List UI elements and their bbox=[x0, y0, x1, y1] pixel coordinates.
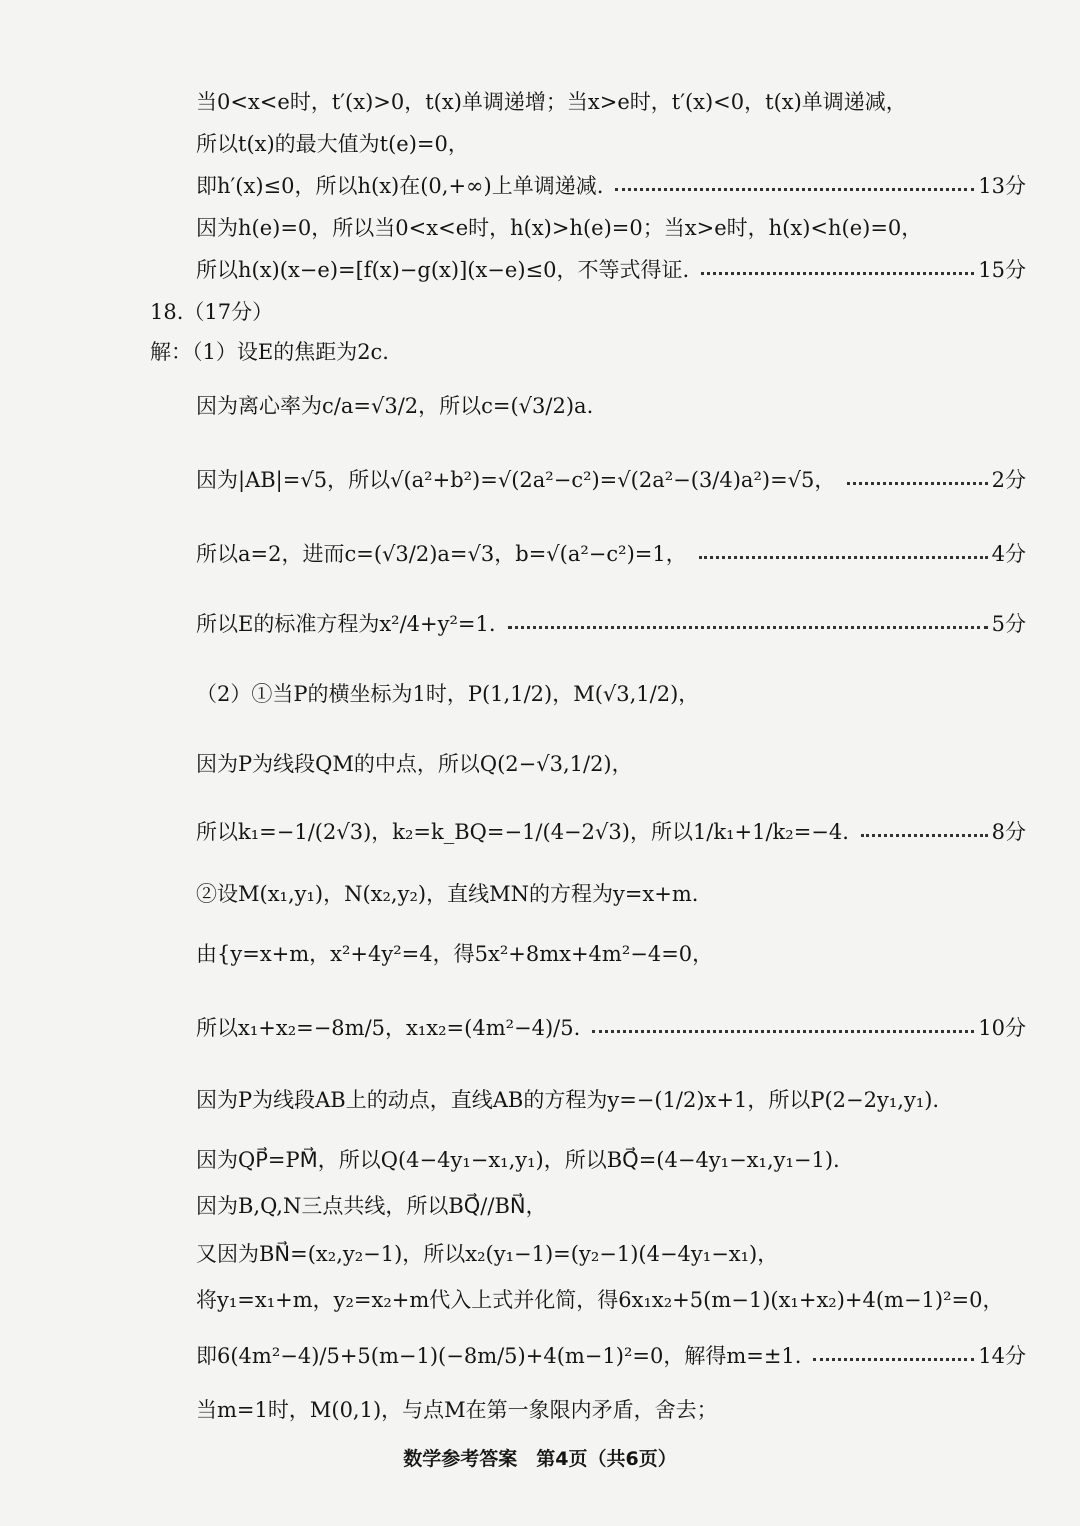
line-12: （2）①当P的横坐标为1时，P(1,1/2)，M(√3,1/2)， bbox=[196, 682, 700, 706]
score: 10分 bbox=[978, 1016, 1026, 1040]
line-24: 当m=1时，M(0,1)，与点M在第一象限内矛盾，舍去； bbox=[196, 1398, 718, 1422]
line-16: 由{y=x+m，x²+4y²=4，得5x²+8mx+4m²−4=0， bbox=[196, 942, 714, 966]
line-22: 将y₁=x₁+m，y₂=x₂+m代入上式并化简，得6x₁x₂+5(m−1)(x₁+x₂)+4(m−1)²=0， bbox=[196, 1288, 1004, 1312]
line-4: 因为h(e)=0，所以当0<x<e时，h(x)>h(e)=0；当x>e时，h(x)<h(e)=0， bbox=[196, 216, 923, 240]
score: 5分 bbox=[991, 612, 1026, 636]
line-19: 因为QP⃗=PM⃗，所以Q(4−4y₁−x₁,y₁)，所以BQ⃗=(4−4y₁−x₁,y₁−1). bbox=[196, 1148, 840, 1172]
line-17: 所以x₁+x₂=−8m/5，x₁x₂=(4m²−4)/5. 10分 bbox=[196, 1012, 1026, 1042]
leader-dots bbox=[701, 272, 974, 275]
score: 14分 bbox=[978, 1344, 1026, 1368]
line-11: 所以E的标准方程为x²/4+y²=1. 5分 bbox=[196, 608, 1026, 638]
line-15: ②设M(x₁,y₁)，N(x₂,y₂)，直线MN的方程为y=x+m. bbox=[196, 882, 699, 906]
leader-dots bbox=[592, 1030, 974, 1033]
leader-dots bbox=[813, 1358, 974, 1361]
solution-part-1: 解：（1）设E的焦距为2c. bbox=[150, 340, 389, 364]
score: 13分 bbox=[978, 174, 1026, 198]
leader-dots bbox=[699, 556, 988, 559]
line-2: 所以t(x)的最大值为t(e)=0， bbox=[196, 132, 469, 156]
line-9: 因为|AB|=√5，所以√(a²+b²)=√(2a²−c²)=√(2a²−(3/4)a²)=√5， 2分 bbox=[196, 464, 1026, 494]
leader-dots bbox=[508, 626, 988, 629]
leader-dots bbox=[847, 482, 987, 485]
line-13: 因为P为线段QM的中点，所以Q(2−√3,1/2)， bbox=[196, 752, 633, 776]
score: 4分 bbox=[991, 542, 1026, 566]
score: 2分 bbox=[991, 468, 1026, 492]
line-21: 又因为BN⃗=(x₂,y₂−1)，所以x₂(y₁−1)=(y₂−1)(4−4y₁−x₁)， bbox=[196, 1242, 779, 1266]
line-18: 因为P为线段AB上的动点，直线AB的方程为y=−(1/2)x+1，所以P(2−2y₁,y₁). bbox=[196, 1088, 940, 1112]
line-23: 即6(4m²−4)/5+5(m−1)(−8m/5)+4(m−1)²=0，解得m=±1. 14分 bbox=[196, 1340, 1026, 1370]
score: 8分 bbox=[991, 820, 1026, 844]
line-10: 所以a=2，进而c=(√3/2)a=√3，b=√(a²−c²)=1， 4分 bbox=[196, 538, 1026, 568]
score: 15分 bbox=[978, 258, 1026, 282]
leader-dots bbox=[615, 188, 974, 191]
line-8: 因为离心率为c/a=√3/2，所以c=(√3/2)a. bbox=[196, 394, 594, 418]
question-heading: 18.（17分） bbox=[150, 300, 274, 324]
page-footer: 数学参考答案 第4页（共6页） bbox=[403, 1448, 677, 1470]
line-5: 所以h(x)(x−e)=[f(x)−g(x)](x−e)≤0，不等式得证. 15分 bbox=[196, 254, 1026, 284]
line-14: 所以k₁=−1/(2√3)，k₂=k_BQ=−1/(4−2√3)，所以1/k₁+1/k₂=−4. 8分 bbox=[196, 816, 1026, 846]
line-20: 因为B,Q,N三点共线，所以BQ⃗//BN⃗， bbox=[196, 1194, 547, 1218]
line-3: 即h′(x)≤0，所以h(x)在(0,+∞)上单调递减. 13分 bbox=[196, 170, 1026, 200]
line-1: 当0<x<e时，t′(x)>0，t(x)单调递增；当x>e时，t′(x)<0，t(x)单调递减， bbox=[196, 90, 907, 114]
leader-dots bbox=[861, 834, 988, 837]
